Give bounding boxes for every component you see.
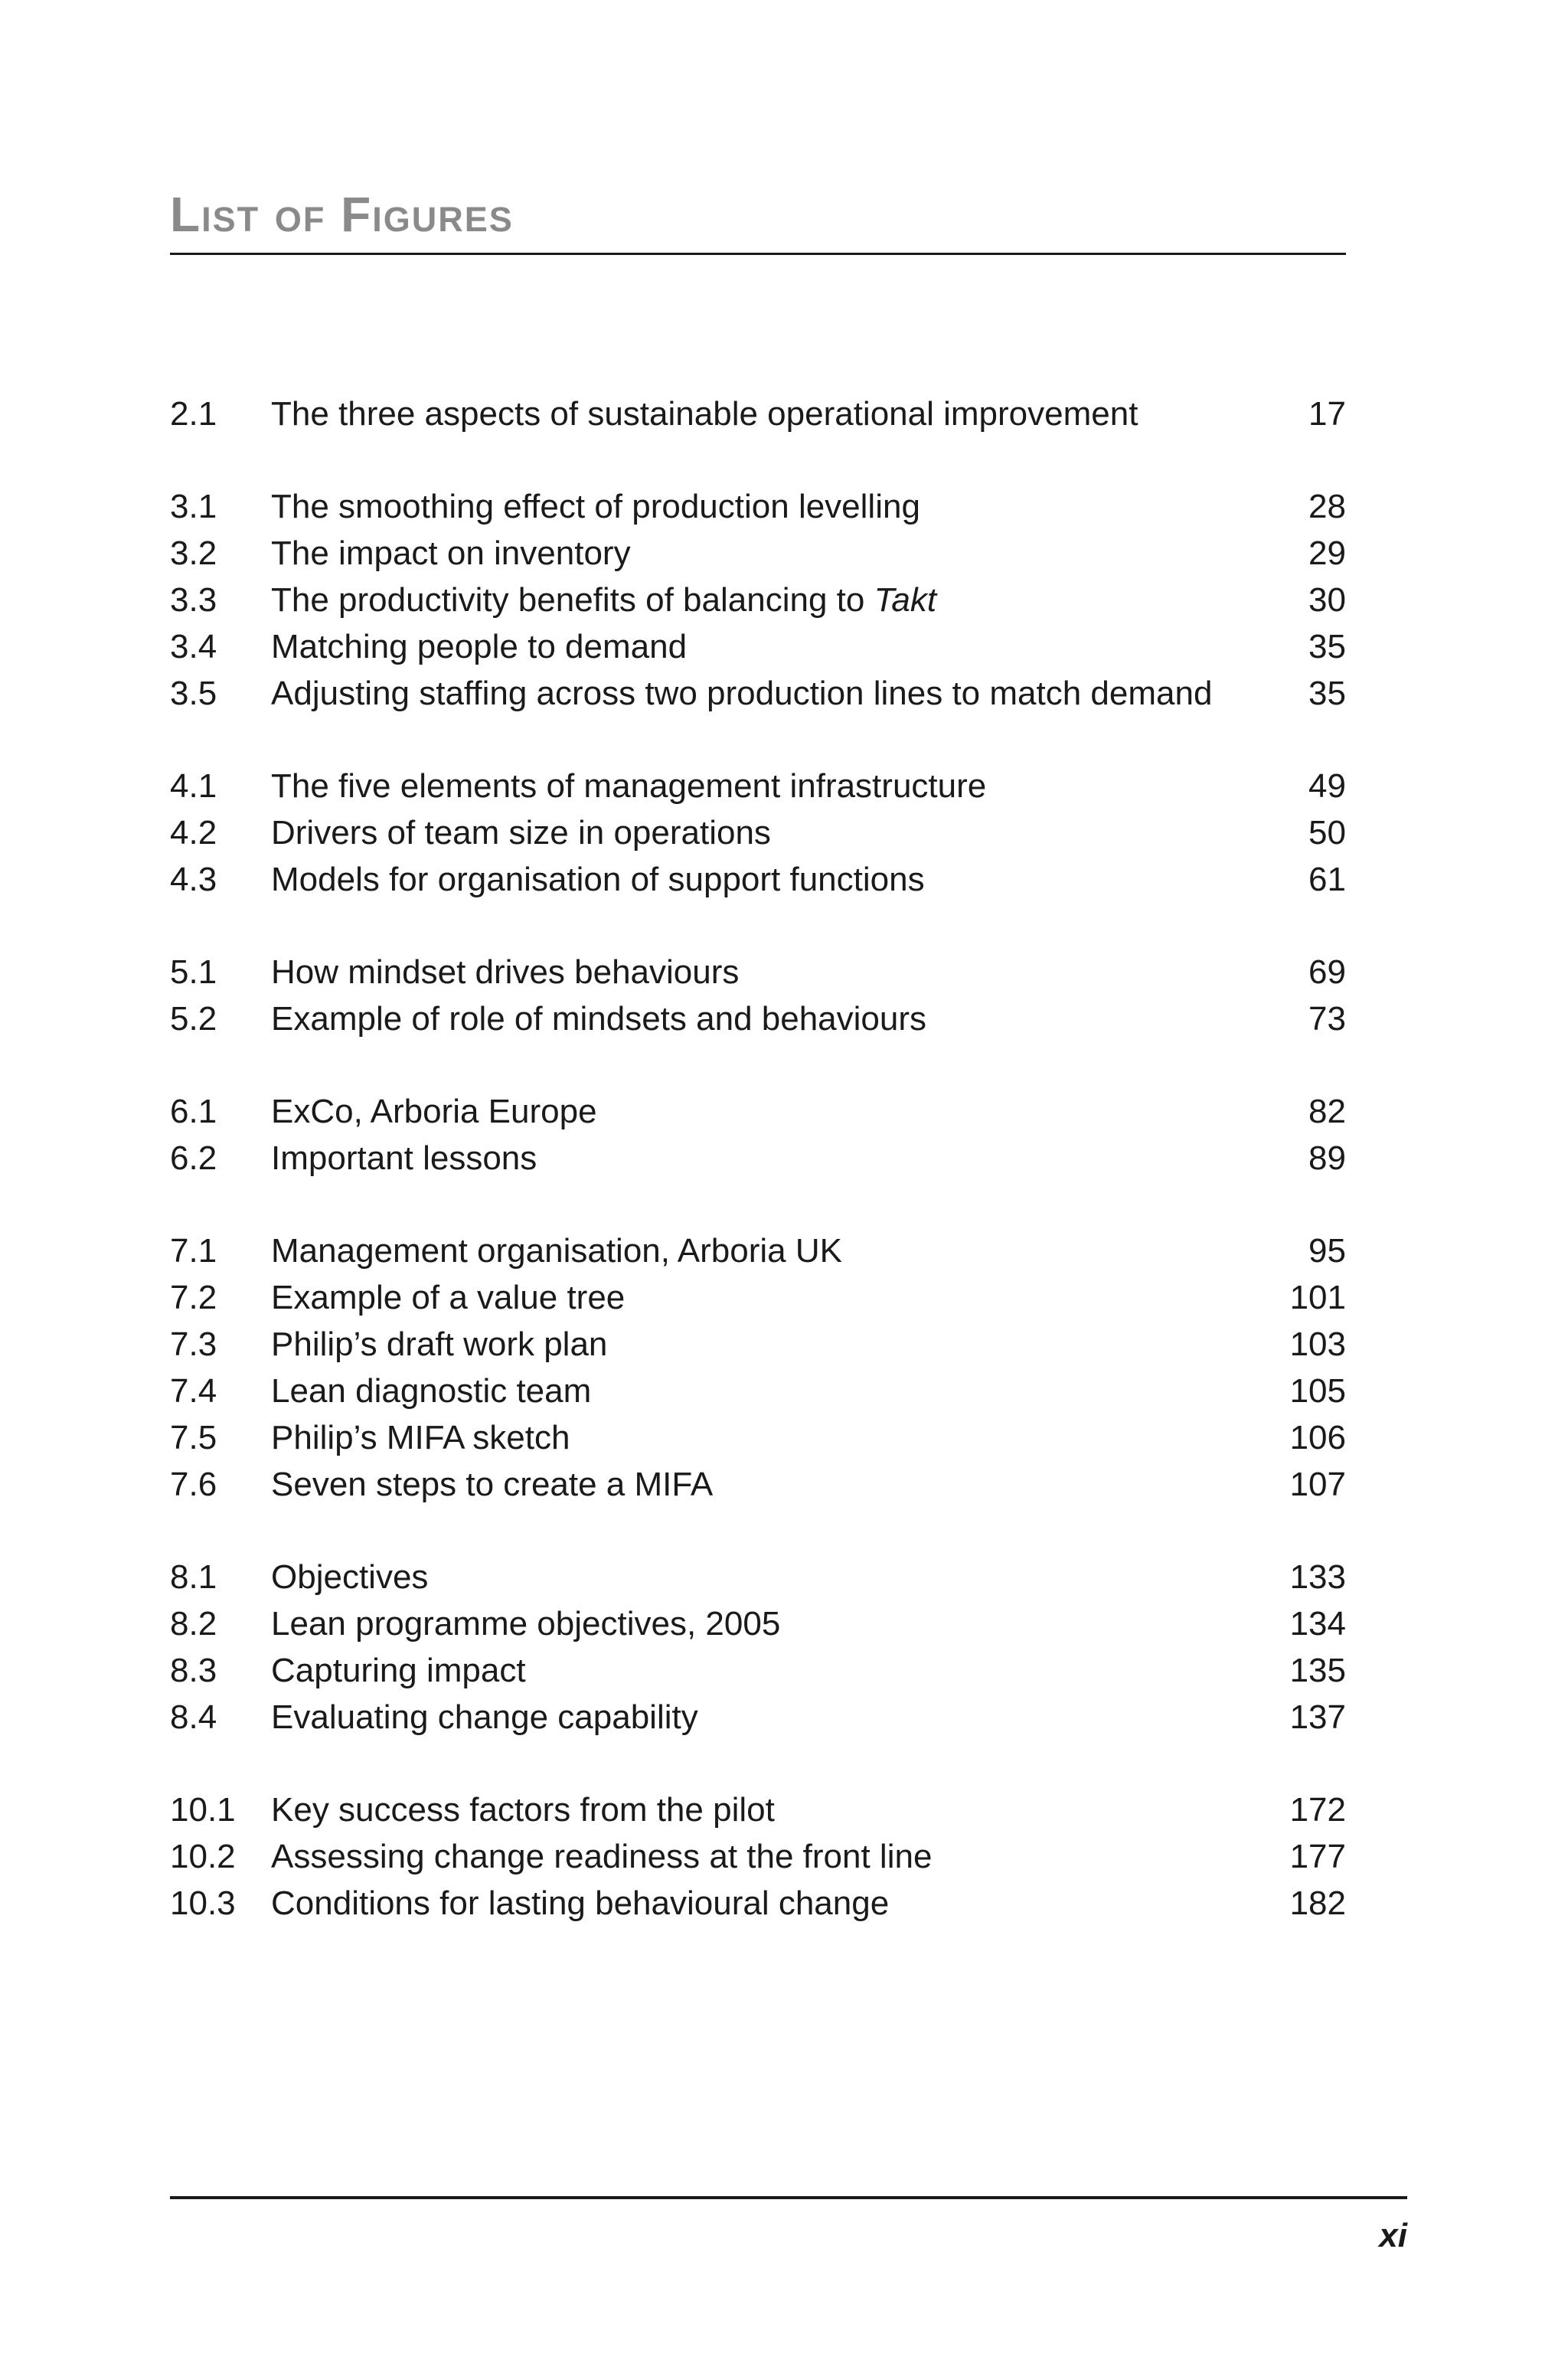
figure-number: 7.5 [170, 1419, 217, 1456]
figure-entry [170, 670, 1346, 717]
figure-title [271, 1833, 1285, 1880]
figure-page-number: 182 [1289, 1884, 1346, 1922]
figure-entry [170, 1554, 1346, 1600]
figure-page-number: 137 [1289, 1698, 1346, 1736]
figure-title [271, 1414, 1285, 1461]
figure-number: 8.4 [170, 1698, 217, 1736]
figure-entry [170, 1274, 1346, 1321]
figure-group [170, 1786, 1346, 1927]
figure-page-number: 69 [1308, 953, 1346, 991]
figure-title-text: Conditions for lasting behavioural change [271, 1884, 890, 1922]
figure-group [170, 1088, 1346, 1182]
figure-number: 7.3 [170, 1325, 217, 1363]
figure-title-text: Assessing change readiness at the front line [271, 1838, 933, 1875]
figure-title [271, 1880, 1285, 1927]
figure-entry [170, 1461, 1346, 1508]
figure-entry [170, 1135, 1346, 1182]
figure-title [271, 1786, 1285, 1833]
page-title: List of Figures [170, 187, 514, 242]
figure-title [271, 670, 1285, 717]
figure-group [170, 763, 1346, 903]
heading-divider [170, 253, 1346, 255]
figure-title [271, 1088, 1285, 1135]
figure-group [170, 1227, 1346, 1508]
figure-title [271, 391, 1285, 437]
figure-title [271, 1554, 1285, 1600]
figure-number: 3.3 [170, 581, 217, 619]
figure-page-number: 177 [1289, 1838, 1346, 1875]
figure-entry [170, 763, 1346, 809]
figure-number: 3.5 [170, 675, 217, 712]
figure-title [271, 1461, 1285, 1508]
figure-title [271, 949, 1285, 995]
figure-number: 4.3 [170, 861, 217, 898]
figure-entry [170, 1600, 1346, 1647]
figure-entry [170, 1414, 1346, 1461]
figure-number: 3.1 [170, 488, 217, 525]
figure-page-number: 35 [1308, 628, 1346, 665]
figure-entry [170, 856, 1346, 903]
figure-page-number: 61 [1308, 861, 1346, 898]
figure-title-text: Example of role of mindsets and behaviours [271, 1000, 927, 1038]
figure-title [271, 1274, 1285, 1321]
figure-title [271, 1694, 1285, 1741]
figure-entry [170, 1088, 1346, 1135]
figure-page-number: 172 [1289, 1791, 1346, 1829]
figure-title-text: Matching people to demand [271, 628, 688, 665]
figure-title-text: ExCo, Arboria Europe [271, 1093, 597, 1130]
figure-page-number: 82 [1308, 1093, 1346, 1130]
figure-title-text: Example of a value tree [271, 1279, 626, 1316]
figure-title-text: Key success factors from the pilot [271, 1791, 775, 1829]
figure-number: 7.6 [170, 1466, 217, 1503]
figure-title [271, 763, 1285, 809]
figure-title-text: Drivers of team size in operations [271, 814, 771, 851]
figure-entry [170, 577, 1346, 623]
figure-page-number: 49 [1308, 767, 1346, 805]
figure-title [271, 1600, 1285, 1647]
figure-number: 6.2 [170, 1139, 217, 1177]
figure-title [271, 809, 1285, 856]
figure-number: 7.4 [170, 1372, 217, 1410]
figure-page-number: 107 [1289, 1466, 1346, 1503]
figure-number: 10.1 [170, 1791, 236, 1829]
figure-entry [170, 391, 1346, 437]
figure-number: 7.1 [170, 1232, 217, 1270]
figure-entry [170, 1694, 1346, 1741]
figure-page-number: 134 [1289, 1605, 1346, 1643]
figure-page-number: 133 [1289, 1558, 1346, 1596]
figure-number: 3.2 [170, 534, 217, 572]
figure-number: 10.2 [170, 1838, 236, 1875]
figure-page-number: 106 [1289, 1419, 1346, 1456]
figure-number: 8.3 [170, 1652, 217, 1689]
figure-title-text: Seven steps to create a MIFA [271, 1466, 714, 1503]
figure-number: 8.1 [170, 1558, 217, 1596]
figure-list [170, 391, 1346, 1973]
figure-page-number: 105 [1289, 1372, 1346, 1410]
figure-entry [170, 995, 1346, 1042]
figure-page-number: 29 [1308, 534, 1346, 572]
figure-group [170, 949, 1346, 1042]
figure-number: 5.2 [170, 1000, 217, 1038]
figure-title [271, 530, 1285, 577]
figure-page-number: 35 [1308, 675, 1346, 712]
figure-title-text: Philip’s draft work plan [271, 1325, 608, 1363]
figure-page-number: 101 [1289, 1279, 1346, 1316]
figure-title-text: Lean diagnostic team [271, 1372, 592, 1410]
figure-number: 5.1 [170, 953, 217, 991]
figure-title-text: Management organisation, Arboria UK [271, 1232, 842, 1270]
figure-title-text: Adjusting staffing across two production lines to match demand [271, 675, 1213, 712]
figure-number: 2.1 [170, 395, 217, 433]
figure-entry [170, 809, 1346, 856]
figure-title [271, 1227, 1285, 1274]
figure-title-text: Objectives [271, 1558, 429, 1596]
figure-number: 3.4 [170, 628, 217, 665]
figure-title-text: Philip’s MIFA sketch [271, 1419, 570, 1456]
figure-title [271, 483, 1285, 530]
figure-page-number: 73 [1308, 1000, 1346, 1038]
figure-title-text: The impact on inventory [271, 534, 631, 572]
figure-number: 4.1 [170, 767, 217, 805]
figure-group [170, 483, 1346, 717]
figure-page-number: 89 [1308, 1139, 1346, 1177]
figure-number: 6.1 [170, 1093, 217, 1130]
figure-entry [170, 1227, 1346, 1274]
figure-title [271, 856, 1285, 903]
figure-title [271, 623, 1285, 670]
figure-title [271, 1368, 1285, 1414]
figure-entry [170, 530, 1346, 577]
figure-number: 7.2 [170, 1279, 217, 1316]
figure-title-text: Models for organisation of support functions [271, 861, 925, 898]
figure-title-text: The smoothing effect of production levelling [271, 488, 920, 525]
figure-title-text: Lean programme objectives, 2005 [271, 1605, 781, 1643]
figure-title-text: Important lessons [271, 1139, 537, 1177]
figure-page-number: 30 [1308, 581, 1346, 619]
figure-entry [170, 1786, 1346, 1833]
figure-page-number: 103 [1289, 1325, 1346, 1363]
figure-title-text: How mindset drives behaviours [271, 953, 740, 991]
figure-entry [170, 623, 1346, 670]
figure-title-text: The productivity benefits of balancing to [271, 581, 874, 619]
figure-entry [170, 483, 1346, 530]
figure-page-number: 28 [1308, 488, 1346, 525]
figure-title-text: The three aspects of sustainable operational improvement [271, 395, 1138, 433]
figure-title [271, 577, 1285, 623]
figure-title [271, 1135, 1285, 1182]
figure-title-italic: Takt [874, 581, 937, 619]
figure-entry [170, 949, 1346, 995]
figure-title-text: The five elements of management infrastructure [271, 767, 987, 805]
figure-entry [170, 1833, 1346, 1880]
figure-number: 10.3 [170, 1884, 236, 1922]
figure-number: 8.2 [170, 1605, 217, 1643]
figure-number: 4.2 [170, 814, 217, 851]
figure-group [170, 1554, 1346, 1741]
footer-divider [170, 2196, 1407, 2199]
figure-title [271, 1321, 1285, 1368]
figure-title-text: Evaluating change capability [271, 1698, 698, 1736]
figure-title [271, 1647, 1285, 1694]
figure-group [170, 391, 1346, 437]
figure-page-number: 50 [1308, 814, 1346, 851]
figure-entry [170, 1321, 1346, 1368]
figure-page-number: 17 [1308, 395, 1346, 433]
figure-title-text: Capturing impact [271, 1652, 526, 1689]
figure-entry [170, 1368, 1346, 1414]
page-number: xi [1379, 2217, 1407, 2254]
figure-page-number: 135 [1289, 1652, 1346, 1689]
figure-entry [170, 1647, 1346, 1694]
figure-page-number: 95 [1308, 1232, 1346, 1270]
figure-title [271, 995, 1285, 1042]
figure-entry [170, 1880, 1346, 1927]
